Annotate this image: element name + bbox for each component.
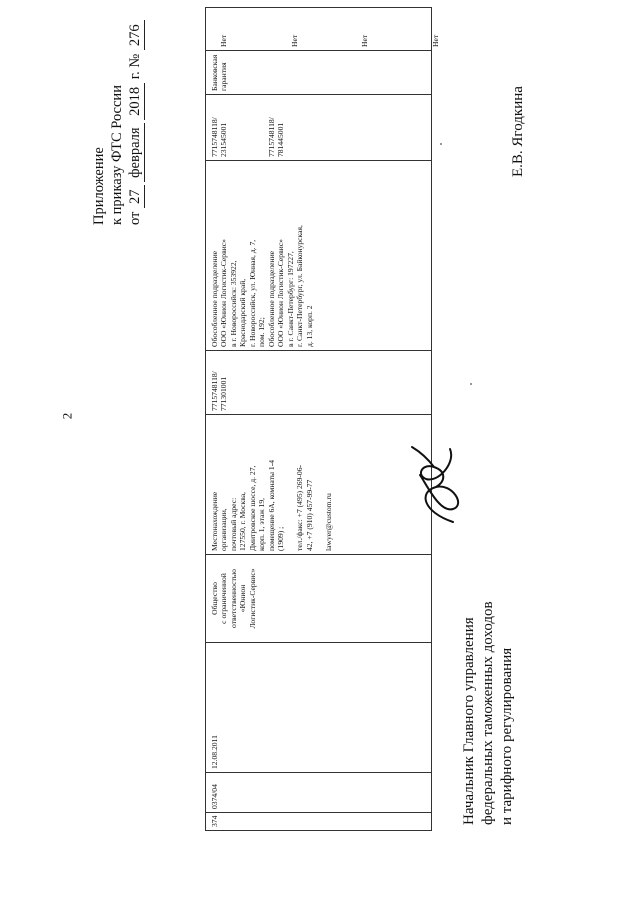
row-index: 374 — [206, 812, 431, 830]
flag-3: Нет — [360, 34, 370, 47]
appendix-header — [90, 25, 145, 225]
order-number-prefix: № — [127, 53, 144, 68]
flag-4: Нет — [430, 34, 440, 47]
inn-kpp: 7715748118/ 771301001 — [206, 350, 431, 414]
guarantee-type: Банковская гарантия — [206, 50, 431, 94]
flag-1: Нет — [219, 34, 229, 47]
date-day: 27 — [126, 185, 145, 208]
date-prefix: от — [127, 211, 144, 225]
appendix-title: Приложение — [91, 147, 107, 225]
signer-title-line-2: федеральных таможенных доходов — [479, 601, 496, 825]
branch-offices: Обособленное подразделение ООО «Юнион Логистик-Сервис» в г. Новороссийск: 353922, Краснодарский край, г. Новороссийск, ул. Юнная, д. 7, пом. 192; Обособленное подразделение ООО «Юнион Логистик-Сервис» в г. Санкт-Петербург: 197227, г. Санкт-Петербург, ул. Байконурская, д. 13, корп. 2 — [206, 160, 431, 350]
appendix-order: к приказу ФТС России — [109, 85, 126, 225]
table-row — [206, 8, 440, 830]
registry-number: 0374/04 — [206, 772, 431, 812]
order-number: 276 — [126, 20, 145, 50]
signer-title-line-3: и тарифного регулирования — [498, 647, 515, 825]
date-year-suffix: г. — [127, 71, 144, 80]
scan-speck — [440, 143, 442, 145]
date-year: 2018 — [126, 83, 145, 120]
handwritten-signature — [398, 437, 488, 537]
branch-inn-kpp: 7715748118/ 231545001 7715748118/ 781445001 — [206, 94, 431, 160]
appendix-date-line — [126, 25, 145, 225]
signer-title-line-1: Начальник Главного управления — [461, 617, 477, 825]
scan-speck — [470, 383, 472, 385]
signer-name: Е.В. Ягодкина — [510, 86, 526, 177]
organization-address: Местонахождение организации, почтовый адрес: 127550, г. Москва, Дмитровское шоссе, д. 27, корп. 1, этаж 19, помещение 6А, комнаты 1-4 (1909) ; тел./факс: +7 (495) 269-06- 42, +7 (910) 457-99-77 lawyer@custom.ru — [206, 414, 431, 554]
flag-2: Нет — [289, 34, 299, 47]
page-number: 2 — [59, 412, 75, 420]
date-month: февраля — [126, 123, 145, 181]
registration-date: 12.08.2011 — [206, 642, 431, 772]
organization-name: Общество с ограниченной ответственностью «Юнион Логистик-Сервис» — [206, 554, 431, 642]
flags-cell — [206, 8, 440, 50]
register-table — [205, 7, 440, 831]
